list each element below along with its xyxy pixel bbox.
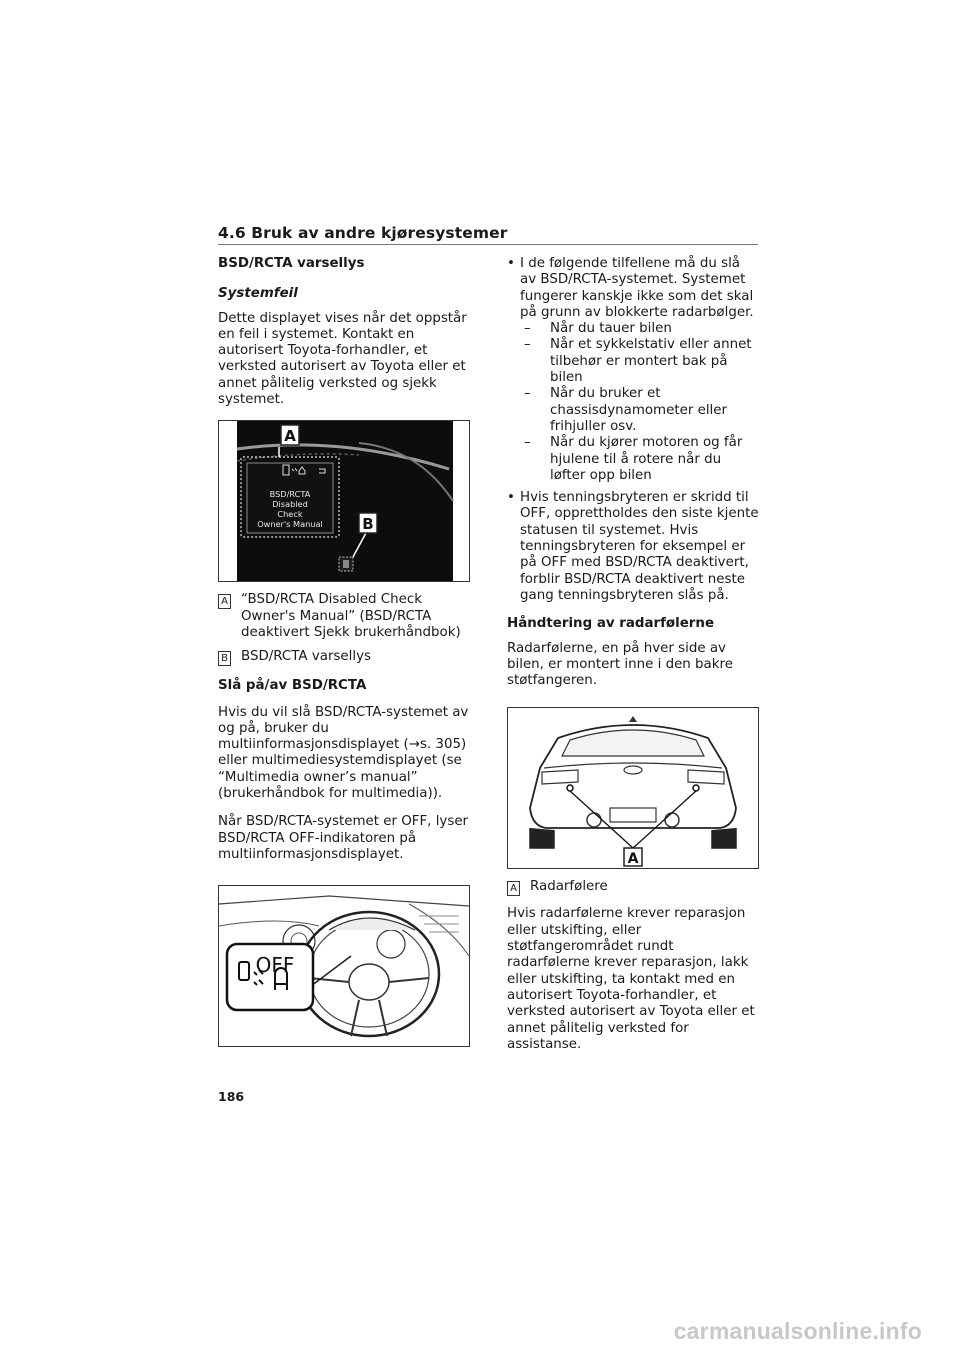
steering-figure: [218, 885, 470, 1047]
list-item: – Når et sykkelstativ eller annet tilbehør er montert bak på bilen: [520, 337, 759, 386]
callout-b-text: BSD/RCTA varsellys: [241, 649, 372, 665]
radar-location-paragraph: Radarfølerne, en på hver side av bilen, er montert inne i den bakre støtfangeren.: [507, 640, 733, 689]
on-off-paragraph: Hvis du vil slå BSD/RCTA-systemet av og på, bruker du multiinformasjonsdisplayet (→s. 305) eller multimediesystemdisplayet (se “Multimedia owner’s manual” (brukerhåndbok for multimedia)).: [218, 704, 469, 802]
display-line-3: Check: [277, 509, 303, 520]
cluster-figure: [218, 420, 470, 582]
cluster-illustration: [219, 421, 469, 581]
display-line-1: BSD/RCTA: [269, 489, 311, 500]
heading-warning-light: BSD/RCTA varsellys: [218, 256, 365, 271]
list-item: – Når du bruker et chassisdynamometer eller frihjuller osv.: [520, 386, 759, 435]
subheading-system-fault: Systemfeil: [218, 286, 298, 302]
notes-list: [507, 256, 759, 604]
callout-b-letter: B: [218, 651, 231, 666]
callout-a-text: “BSD/RCTA Disabled Check Owner's Manual” (BSD/RCTA deaktivert Sjekk brukerhåndbok): [241, 592, 461, 640]
callout-radar-sensors: [507, 879, 759, 896]
figure-label-b: B: [362, 515, 374, 534]
figure-label-a: A: [627, 851, 639, 868]
watermark: carmanualsonline.info: [673, 1318, 922, 1344]
callout-letter: A: [507, 881, 520, 896]
heading-radar-handling: Håndtering av radarfølerne: [507, 616, 715, 632]
list-item: [507, 490, 759, 604]
callout-a-letter: A: [218, 594, 231, 609]
callout-a: [218, 592, 470, 641]
bullet-turn-off-cases: I de følgende tilfellene må du slå av BSD/RCTA-systemet. Systemet fungerer kanskje ikke som det skal på grunn av blokkerte radarbølger.: [520, 256, 754, 320]
header-divider: [218, 244, 758, 245]
steering-illustration: [219, 886, 469, 1046]
off-indicator-paragraph: Når BSD/RCTA-systemet er OFF, lyser BSD/RCTA OFF-indikatoren på multiinformasjonsdisplayet.: [218, 814, 469, 862]
repair-paragraph: Hvis radarfølerne krever reparasjon eller utskifting, eller støtfangerområdet rundt radarfølerne krever reparasjon, lakk eller utskifting, ta kontakt med en autorisert Toyota-forhandler, et verksted autorisert av Toyota eller et annet pålitelig verksted for assistanse.: [507, 906, 755, 1052]
rear-bumper-figure: [507, 707, 759, 869]
off-indicator-text: OFF: [255, 953, 295, 978]
list-item: – Når du tauer bilen: [520, 321, 759, 337]
right-column: [507, 256, 759, 1065]
cases-list: [520, 321, 759, 484]
rear-car-illustration: [508, 708, 758, 868]
callout-text: Radarfølere: [530, 879, 608, 895]
page-number: 186: [218, 1089, 245, 1104]
section-title: 4.6 Bruk av andre kjøresystemer: [218, 224, 508, 242]
left-column: [218, 256, 470, 1047]
fault-paragraph: Dette displayet vises når det oppstår en feil i systemet. Kontakt en autorisert Toyota-forhandler, et verksted autorisert av Toyota eller et annet pålitelig verksted og sjekk systemet.: [218, 310, 467, 408]
heading-on-off: Slå på/av BSD/RCTA: [218, 678, 367, 694]
display-line-2: Disabled: [272, 499, 308, 510]
figure-label-a: A: [284, 427, 296, 446]
display-line-4: Owner's Manual: [257, 519, 323, 530]
list-item: [507, 256, 759, 484]
list-item: – Når du kjører motoren og får hjulene til å rotere når du løfter opp bilen: [520, 435, 759, 484]
callout-b: [218, 649, 470, 666]
bullet-ignition-status: Hvis tenningsbryteren er skridd til OFF, opprettholdes den siste kjente statusen til systemet. Hvis tenningsbryteren for eksempel er på OFF med BSD/RCTA deaktivert, forblir BSD/RCTA deaktivert neste gang tenningsbryteren slås på.: [520, 490, 759, 603]
